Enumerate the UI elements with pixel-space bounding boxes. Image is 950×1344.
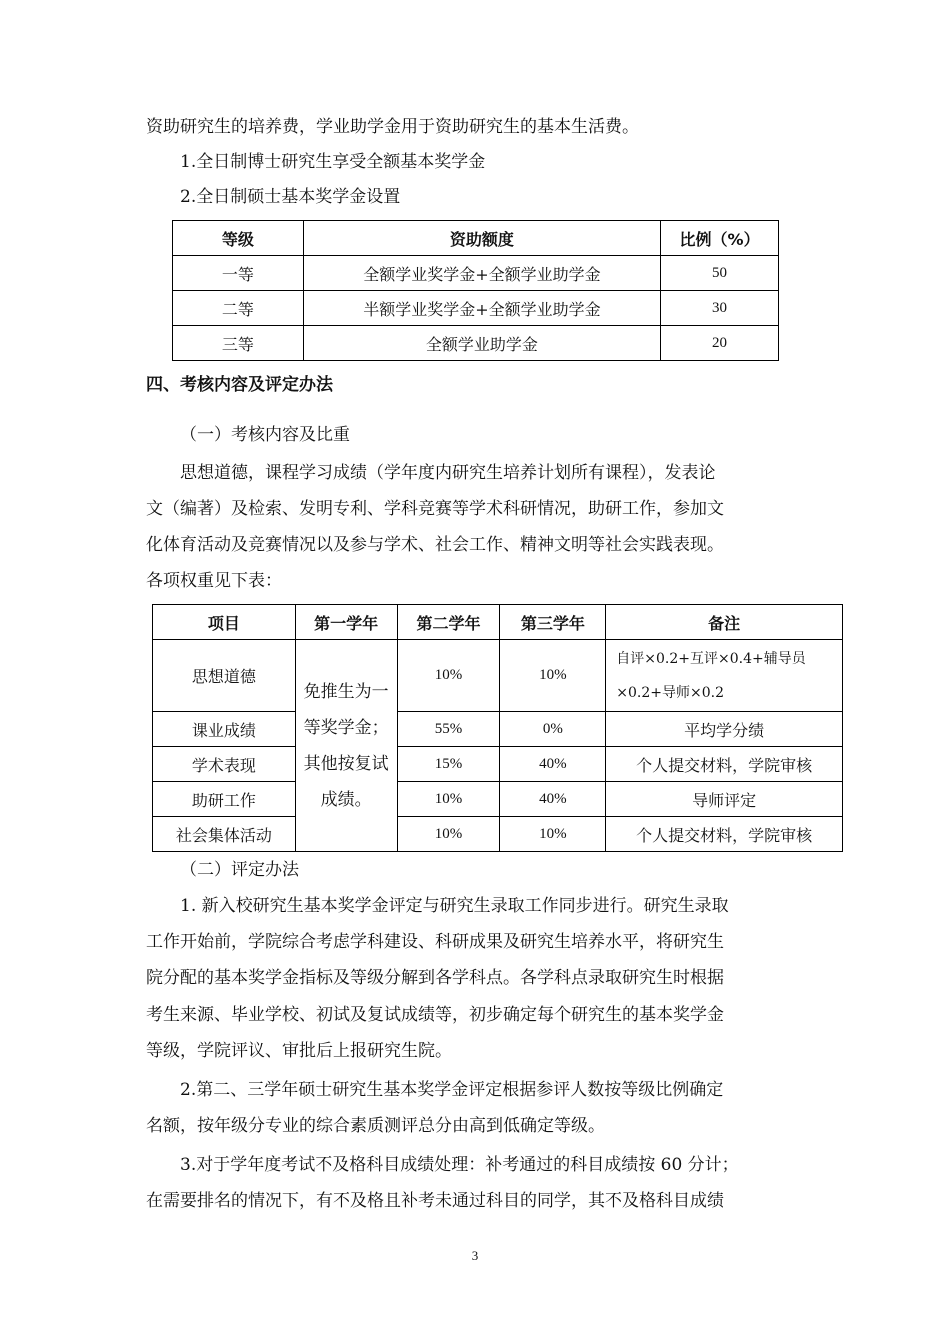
paragraph-line: 工作开始前，学院综合考虑学科建设、科研成果及研究生培养水平，将研究生: [146, 932, 724, 952]
grade-header: 等级: [173, 221, 304, 256]
item-cell: 思想道德: [153, 640, 296, 712]
grade-table: [172, 220, 779, 361]
year3-cell: 40%: [500, 782, 606, 817]
year2-cell: 10%: [397, 782, 500, 817]
item-header: 项目: [153, 605, 296, 640]
item-cell: 社会集体活动: [153, 817, 296, 852]
paragraph-line: 1. 新入校研究生基本奖学金评定与研究生录取工作同步进行。研究生录取: [180, 896, 729, 916]
note-header: 备注: [606, 605, 843, 640]
paragraph-line: 各项权重见下表：: [146, 571, 282, 591]
paragraph-line: 考生来源、毕业学校、初试及复试成绩等，初步确定每个研究生的基本奖学金: [146, 1005, 724, 1025]
grade-cell: 二等: [173, 291, 304, 326]
note-cell: 个人提交材料，学院审核: [606, 747, 843, 782]
year3-cell: 10%: [500, 640, 606, 712]
grade-cell: 三等: [173, 326, 304, 361]
subsection-heading: （一）考核内容及比重: [180, 425, 350, 445]
table-row: [173, 326, 779, 361]
year3-cell: 10%: [500, 817, 606, 852]
year3-cell: 0%: [500, 712, 606, 747]
amount-cell: 全额学业助学金: [303, 326, 660, 361]
year2-cell: 10%: [397, 817, 500, 852]
amount-header: 资助额度: [303, 221, 660, 256]
paragraph-line: 3.对于学年度考试不及格科目成绩处理：补考通过的科目成绩按 60 分计；: [180, 1155, 739, 1175]
note-cell: 个人提交材料，学院审核: [606, 817, 843, 852]
year3-cell: 40%: [500, 747, 606, 782]
year3-header: 第三学年: [500, 605, 606, 640]
table-row: [153, 782, 843, 817]
table-row: [173, 256, 779, 291]
paragraph-line: 名额，按年级分专业的综合素质测评总分由高到低确定等级。: [146, 1116, 605, 1136]
ratio-cell: 50: [661, 256, 779, 291]
intro-line: 资助研究生的培养费，学业助学金用于资助研究生的基本生活费。: [146, 117, 639, 137]
table-row: [153, 640, 843, 712]
intro-item-2: 2.全日制硕士基本奖学金设置: [180, 187, 401, 207]
paragraph-line: 等级，学院评议、审批后上报研究生院。: [146, 1041, 452, 1061]
paragraph-line: 院分配的基本奖学金指标及等级分解到各学科点。各学科点录取研究生时根据: [146, 968, 724, 988]
year1-header: 第一学年: [295, 605, 397, 640]
item-cell: 课业成绩: [153, 712, 296, 747]
paragraph-line: 2.第二、三学年硕士研究生基本奖学金评定根据参评人数按等级比例确定: [180, 1080, 724, 1100]
weight-table: [152, 604, 843, 852]
note-cell: 平均学分绩: [606, 712, 843, 747]
note-cell: 自评×0.2+互评×0.4+辅导员×0.2+导师×0.2: [606, 640, 843, 712]
intro-item-1: 1.全日制博士研究生享受全额基本奖学金: [180, 152, 486, 172]
amount-cell: 半额学业奖学金+全额学业助学金: [303, 291, 660, 326]
page-number: 3: [471, 1248, 479, 1263]
table-row: [153, 712, 843, 747]
subsection-heading: （二）评定办法: [180, 860, 299, 880]
grade-cell: 一等: [173, 256, 304, 291]
year2-cell: 15%: [397, 747, 500, 782]
year2-header: 第二学年: [397, 605, 500, 640]
table-row: [153, 817, 843, 852]
ratio-cell: 30: [661, 291, 779, 326]
paragraph-line: 在需要排名的情况下，有不及格且补考未通过科目的同学，其不及格科目成绩: [146, 1191, 724, 1211]
table-row: [153, 747, 843, 782]
table-row: [173, 291, 779, 326]
first-year-cell: 免推生为一等奖学金；其他按复试成绩。: [295, 640, 397, 852]
year2-cell: 10%: [397, 640, 500, 712]
paragraph-line: 思想道德，课程学习成绩（学年度内研究生培养计划所有课程），发表论: [180, 463, 716, 483]
paragraph-line: 文（编著）及检索、发明专利、学科竞赛等学术科研情况，助研工作，参加文: [146, 499, 724, 519]
paragraph-line: 化体育活动及竞赛情况以及参与学术、社会工作、精神文明等社会实践表现。: [146, 535, 724, 555]
item-cell: 学术表现: [153, 747, 296, 782]
year2-cell: 55%: [397, 712, 500, 747]
amount-cell: 全额学业奖学金+全额学业助学金: [303, 256, 660, 291]
note-cell: 导师评定: [606, 782, 843, 817]
ratio-header: 比例（%）: [661, 221, 779, 256]
ratio-cell: 20: [661, 326, 779, 361]
item-cell: 助研工作: [153, 782, 296, 817]
section-heading: 四、考核内容及评定办法: [146, 375, 333, 395]
